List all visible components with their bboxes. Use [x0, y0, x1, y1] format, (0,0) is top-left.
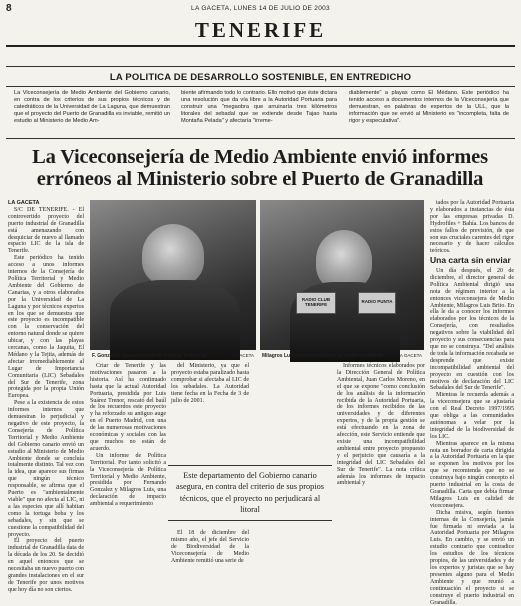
photo-credit: LA GACETA — [229, 353, 254, 358]
article-col-1 — [8, 200, 84, 593]
microphone-flag-right: RADIO PUNTA — [358, 292, 396, 314]
paragraph: Mientras aparece en la misma nota un borrador de carta dirigida a la Autoridad Portuaria en la que se exponen los motivos por los que se recomienda que no se construya bajo ningún concepto el puerto industrial en la costa de Granadilla. Carta que debía firmar Milagros Luis en calidad de viceconsejera. — [430, 440, 514, 509]
article-col-2 — [90, 363, 166, 583]
paragraph: Informes técnicos elaborados por la Dirección General de Política Ambiental, Juan Carlos Moreno, en el que se expone "como conclusión de los análisis de la información recibida de la Autoridad Portuaria, de los informes recibidos de las universidades y de diferentes expertos, y de la propia gestión se está efectuando en la zona de afección, este Servicio entiende que existe una incompatibilidad ambiental entre proyecto propuesto y el perjuicio que causaría a la integridad del LIC Sebadales del Sur de Tenerife". La nota crítica además los informes de impacto ambiental y — [337, 363, 425, 487]
byline: LA GACETA — [8, 200, 40, 206]
kicker-rule-bottom — [6, 86, 515, 87]
paragraph: Pese a la existencia de estos informes internos que demuestran lo perjudicial y negativo de este proyecto, la Consejería de Política Territorial y Medio Ambiente del Gobierno canario envió un estudio al Ministerio de Medio Ambiente donde se concluía totalmente distinto. Tal vez con la idea, que aparece sus firmas que ningún técnico responsable, se afirma que el Puerto es "ambientalmente viable" que no afecta al LIC, ni a las especies que allí habitan como la tortuga boba y los sebadales, y sin que se cuestione la compatibilidad del proyecto. — [8, 400, 84, 538]
paragraph: El proyecto del puerto industrial de Granadilla data de la década de los 20. Se decidió en aquel entonces que se necesitaba un nuevo puerto con grandes instalaciones en el sur de Tenerife por unos motivos que hoy día no son ciertos. — [8, 538, 84, 593]
lead-col-3: diablemente" a playas como El Médano. Este periódico ha tenido acceso a documentos internos de la Viceconsejería que demuestran, en palabras de expertos de la ULL, que la información que se envió al Ministerio es "incompleta, falta de rigor y especulativa". — [349, 90, 509, 124]
article-col-5 — [430, 268, 514, 606]
paragraph: S/C DE TENERIFE. - El controvertido proyecto del puerto industrial de Granadilla está amenazando con desquiciar de nuevo al llamado espacio LIC de la isla de Tenerife. — [8, 206, 84, 255]
photo-subject-head — [316, 230, 372, 290]
photo-credit: LA GACETA — [397, 353, 422, 358]
lead-col-1: La Viceconsejería de Medio Ambiente del Gobierno canario, en contra de los criterios de sus propios técnicos y de catedráticos de la Universidad de La Laguna, que demuestran que el proyecto del Puerto de Granadilla es inviable, remitió un estudio al Ministerio de Medio Am- — [14, 90, 170, 124]
paragraph: Un informe de Política Territorial. Por tanto solicitó a la Viceconsejería de Política Territorial y Medio Ambiente, presidida por Fernando Gonzalez y Milagros Luis, una declaración de impacto ambiental a requerimiento — [90, 452, 166, 508]
article-col-4 — [337, 363, 425, 583]
kicker: LA POLITICA DE DESARROLLO SOSTENIBLE, EN ENTREDICHO — [109, 72, 412, 83]
paragraph: Este periódico ha tenido acceso a unos informes internos de la Consejería de Política Territorial y Medio Ambiente del Gobierno de Canarias, y a otros elaborados por la Universidad de La Laguna y por técnicos expertos en los que se demuestra que este proyecto es incompatible con la conservación del entorno natural donde se quiere ubicar, y con las playas cercanas, como la Jaquita, El Médano y la Tejita, además de afectar irremediablemente al Lugar de Importancia Comunitaria (LIC) Sebadales del Sur de Tenerife, zona protegida por la propia Unión Europea. — [8, 255, 84, 400]
page-number: 8 — [6, 3, 12, 14]
paragraph: Dicha misiva, según fuentes internas de la Consejería, jamás fue firmada ni enviada a la Autoridad Portuaria por Milagros Luis. En cambio, y se envió un estudio contrario que contradice los estudios de los técnicos propios, de las universidades y de los expertos y juristas que se hay presentes alguno para el Medio Ambiente y que reunió a continuación el proyecto si se construye el puerto industrial en Granadilla. — [430, 509, 514, 606]
kicker-rule-top — [6, 66, 515, 67]
headline: La Viceconsejería de Medio Ambiente envió informes erróneos al Ministerio sobre el Puerto de Granadilla — [32, 146, 488, 190]
caption-text: Milagros Luis, exviceconsejera de Medio Ambiente. — [262, 353, 385, 359]
caption-text: F. González, viceconsejero de Política Territorial. — [92, 353, 208, 359]
microphone-flag-left: RADIO CLUB TENERIFE — [296, 292, 336, 314]
paragraph: tados por la Autoridad Portuaria y elaborados a instancias de ésta por las empresas privadas D. Hydrofiles + Bahía. Los bancos de estos fallos de previsión, de que son sus cruciales carentes del rigor necesario y de hacer cálculos teóricos. — [430, 200, 514, 255]
paragraph: Un día después, el 20 de diciembre, el director general de Política Ambiental dirigió una nota de régimen interior a la entonces viceconsejera de Medio Ambiente, Milagros Luis Brito. En ella le da a conocer los informes elaborados por los técnicos de la Consejería, con resultados negativos sobre la viabilidad del proyecto y sus consecuencias para que no se construya. "Del análisis de toda la información recabada se desprende que existe incompatibilidad ambiental del proyecto en cuestión con los motivos de declaración del LIC Sebadales del Sur de Tenerife". — [430, 268, 514, 392]
photo-subject-body — [110, 280, 240, 360]
article-col-5-top — [430, 200, 514, 255]
article-col-3 — [171, 363, 249, 461]
lead-rule — [6, 138, 515, 139]
masthead-rule — [6, 45, 515, 47]
paragraph: El 18 de diciembre del mismo año, el jefe del Servicio de Biodiversidad de la Viceconsejería de Medio Ambiente remitió una serie de — [171, 530, 249, 564]
lead-col-2: biente afirmando todo lo contrario. Ello motivó que éste dictara una resolución que da vía libre a la Autoridad Portuaria para construir una "megaobra que arruinaría tres kilómetros litorales del sebadal que se extiende desde Tajao hasta Montaña Pelada" y afectaría "irreme- — [181, 90, 337, 124]
paragraph: del Ministerio, ya que el proyecto estaba paralizado hasta comprobar si afectaba al LIC de los sebadales. La Autoridad tiene fecha en la Fecha de 3 de julio de 2001. — [171, 363, 249, 404]
masthead — [6, 3, 515, 15]
photo-caption-1 — [92, 353, 254, 359]
article-col-3-lower — [171, 530, 249, 584]
photo-caption-2 — [262, 353, 422, 359]
photo-gonzalez — [90, 200, 256, 350]
subhead: Una carta sin enviar — [430, 255, 511, 265]
pull-quote: Este departamento del Gobierno canario asegura, en contra del criterio de sus propios técnicos, que el proyecto no perjudicará al litoral — [168, 465, 332, 521]
paragraph: Mientras le recuerda además a la viceconsejera que se ajustaría con el Real Decreto 1997/1995 que obliga a las comunidades autónomas a velar por la integridad de la biodiversidad de los LIC. — [430, 392, 514, 440]
photo-subject-head — [142, 224, 204, 286]
paragraph: Criar de Tenerife y las motivaciones pasaron a la historia. Así ha continuado hasta que la actual Autoridad Portuaria, presidida por Luis Suárez Trenor, rescató del baúl de los recuerdos este proyecto y ha reforzado su antiguo auge en el Puerto Madrid, con una de las numerosas motivaciones económicas y sociales con las que muchos no están de acuerdo. — [90, 363, 166, 452]
paper-date: LA GACETA, LUNES 14 DE JULIO DE 2003 — [191, 5, 330, 12]
section-title: TENERIFE — [194, 18, 327, 42]
photo-milagros-luis — [260, 200, 424, 350]
